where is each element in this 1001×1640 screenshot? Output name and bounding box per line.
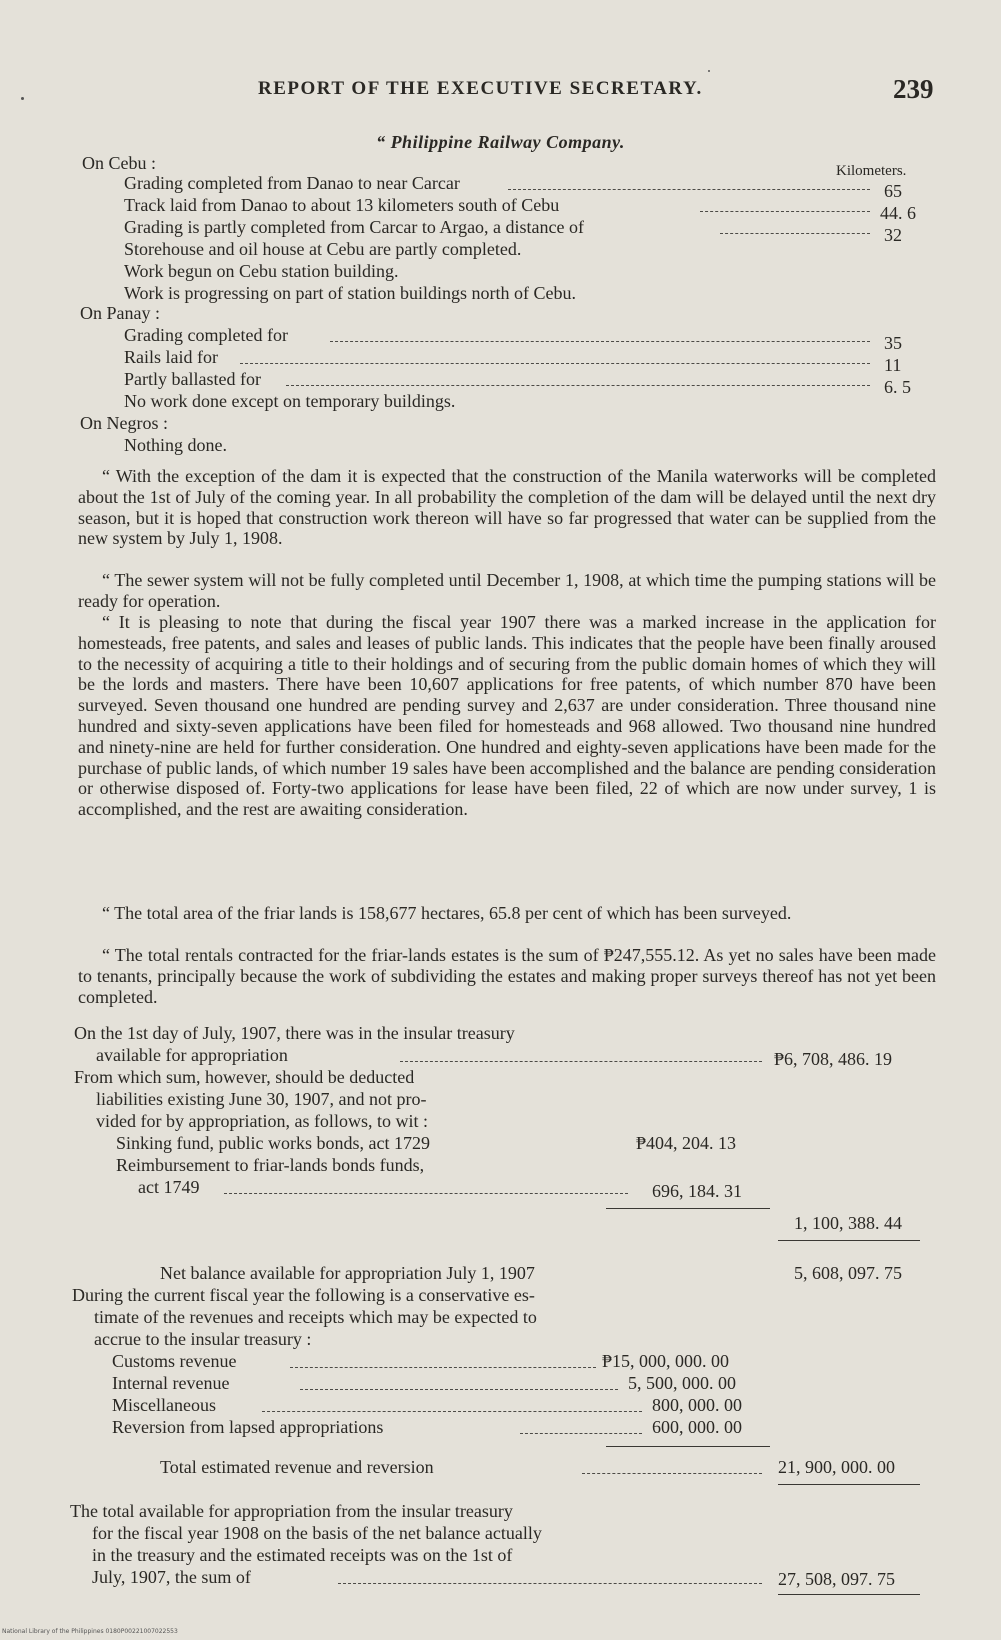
paragraph-sewer: “ The sewer system will not be fully completed until December 1, 1908, at which time the pumping stations will be ready for operation. — [78, 570, 936, 611]
panay-heading: On Panay : — [80, 303, 160, 323]
revenue-value: 800, 000. 00 — [652, 1395, 742, 1415]
page-number: 239 — [893, 74, 934, 104]
sum-rule — [778, 1594, 920, 1595]
cebu-note: Work begun on Cebu station building. — [124, 261, 399, 281]
final-total-value: 27, 508, 097. 75 — [778, 1569, 895, 1589]
revenue-value: 600, 000. 00 — [652, 1417, 742, 1437]
revenue-label: Miscellaneous — [112, 1395, 216, 1415]
sinking-fund-value: ₱404, 204. 13 — [636, 1133, 737, 1153]
estimate-line: timate of the revenues and receipts which may be expected to — [94, 1307, 537, 1327]
treasury-line: available for appropriation — [96, 1045, 288, 1065]
leader-dots — [224, 1193, 628, 1194]
final-line: July, 1907, the sum of — [92, 1567, 251, 1587]
panay-row-value: 35 — [884, 333, 902, 353]
panay-row: Rails laid for — [124, 347, 218, 367]
panay-note: No work done except on temporary buildings. — [124, 391, 456, 411]
running-title: REPORT OF THE EXECUTIVE SECRETARY. — [258, 78, 703, 99]
cebu-row: Grading is partly completed from Carcar to Argao, a distance of — [124, 217, 585, 237]
negros-heading: On Negros : — [80, 413, 168, 433]
sum-rule — [778, 1484, 920, 1485]
leader-dots — [290, 1367, 596, 1368]
total-revenue-label: Total estimated revenue and reversion — [160, 1457, 434, 1477]
leader-dots — [508, 189, 870, 190]
treasury-line: On the 1st day of July, 1907, there was in the insular treasury — [74, 1023, 515, 1043]
final-line: for the fiscal year 1908 on the basis of the net balance actually — [92, 1523, 542, 1543]
sum-rule — [778, 1240, 920, 1241]
leader-dots — [720, 233, 870, 234]
leader-dots — [300, 1389, 618, 1390]
net-balance-label: Net balance available for appropriation July 1, 1907 — [160, 1263, 535, 1283]
scan-footer: National Library of the Philippines 0180P00221007022553 — [2, 1628, 178, 1635]
leader-dots — [262, 1411, 642, 1412]
leader-dots — [520, 1433, 642, 1434]
panay-row: Grading completed for — [124, 325, 288, 345]
leader-dots — [286, 385, 870, 386]
revenue-value: 5, 500, 000. 00 — [628, 1373, 736, 1393]
section-subtitle: “ Philippine Railway Company. — [376, 132, 625, 152]
page-header — [0, 74, 1001, 108]
final-line: in the treasury and the estimated receipts was on the 1st of — [92, 1545, 513, 1565]
revenue-label: Reversion from lapsed appropriations — [112, 1417, 384, 1437]
liabilities-total: 1, 100, 388. 44 — [794, 1213, 902, 1233]
reimbursement-label: act 1749 — [138, 1177, 200, 1197]
leader-dots — [400, 1061, 762, 1062]
cebu-heading: On Cebu : — [82, 153, 156, 173]
cebu-note: Work is progressing on part of station buildings north of Cebu. — [124, 283, 577, 303]
revenue-value: ₱15, 000, 000. 00 — [602, 1351, 730, 1371]
paragraph-friar-area: “ The total area of the friar lands is 158,677 hectares, 65.8 per cent of which has been surveyed. — [102, 903, 792, 923]
paragraph-friar-rentals: “ The total rentals contracted for the friar-lands estates is the sum of ₱247,555.12. As yet no sales have been made to tenants, principally because the work of subdividing the estates and making proper surveys thereof has not yet been completed. — [78, 945, 936, 1007]
deduct-line: liabilities existing June 30, 1907, and not pro- — [96, 1089, 427, 1109]
total-revenue-value: 21, 900, 000. 00 — [778, 1457, 895, 1477]
leader-dots — [338, 1583, 762, 1584]
deduct-line: From which sum, however, should be deducted — [74, 1067, 415, 1087]
net-balance-value: 5, 608, 097. 75 — [794, 1263, 902, 1283]
leader-dots — [582, 1473, 762, 1474]
reimbursement-label: Reimbursement to friar-lands bonds funds, — [116, 1155, 425, 1175]
estimate-line: During the current fiscal year the following is a conservative es- — [72, 1285, 535, 1305]
sum-rule — [606, 1208, 770, 1209]
revenue-label: Internal revenue — [112, 1373, 230, 1393]
cebu-row-value: 65 — [884, 181, 902, 201]
panay-row-value: 6. 5 — [884, 377, 911, 397]
sum-rule — [606, 1446, 770, 1447]
reimbursement-value: 696, 184. 31 — [652, 1181, 742, 1201]
revenue-label: Customs revenue — [112, 1351, 237, 1371]
cebu-row: Track laid from Danao to about 13 kilometers south of Cebu — [124, 195, 560, 215]
leader-dots — [700, 211, 870, 212]
deduct-line: vided for by appropriation, as follows, to wit : — [96, 1111, 428, 1131]
panay-row-value: 11 — [884, 355, 902, 375]
estimate-line: accrue to the insular treasury : — [94, 1329, 312, 1349]
cebu-note: Storehouse and oil house at Cebu are partly completed. — [124, 239, 522, 259]
panay-row: Partly ballasted for — [124, 369, 261, 389]
negros-note: Nothing done. — [124, 435, 227, 455]
paragraph-public-lands: “ It is pleasing to note that during the fiscal year 1907 there was a marked increase in the application for homesteads, free patents, and sales and leases of public lands. This indicates that the people have been finally aroused to the necessity of acquiring a title to their holdings and of securing from the public domain homes of which they will be the lords and masters. There have been 10,607 applications for free patents, of which number 870 have been surveyed. Seven thousand one hundred are pending survey and 2,637 are under consideration. Three thousand nine hundred and sixty-seven applications have been filed for homesteads and 968 allowed. Two thousand nine hundred and ninety-nine are held for further consideration. One hundred and eighty-seven applications have been made for the purchase of public lands, of which number 19 sales have been accomplished and the balance are pending consideration or otherwise disposed of. Forty-two applications for lease have been filed, 22 of which are now under survey, 1 is accomplished, and the rest are awaiting consideration. — [78, 612, 936, 820]
amount-available: ₱6, 708, 486. 19 — [774, 1049, 893, 1069]
sinking-fund-label: Sinking fund, public works bonds, act 1729 — [116, 1133, 430, 1153]
cebu-row: Grading completed from Danao to near Carcar — [124, 173, 460, 193]
scan-speck — [708, 70, 710, 72]
cebu-row-value: 32 — [884, 225, 902, 245]
leader-dots — [240, 363, 870, 364]
paragraph-waterworks: “ With the exception of the dam it is expected that the construction of the Manila waterworks will be completed about the 1st of July of the coming year. In all probability the completion of the dam will be delayed until the next dry season, but it is hoped that construction work thereon will have so far progressed that water can be supplied from the new system by July 1, 1908. — [78, 466, 936, 549]
cebu-row-value: 44. 6 — [880, 203, 916, 223]
leader-dots — [330, 341, 870, 342]
final-line: The total available for appropriation from the insular treasury — [70, 1501, 513, 1521]
unit-header: Kilometers. — [836, 163, 907, 179]
